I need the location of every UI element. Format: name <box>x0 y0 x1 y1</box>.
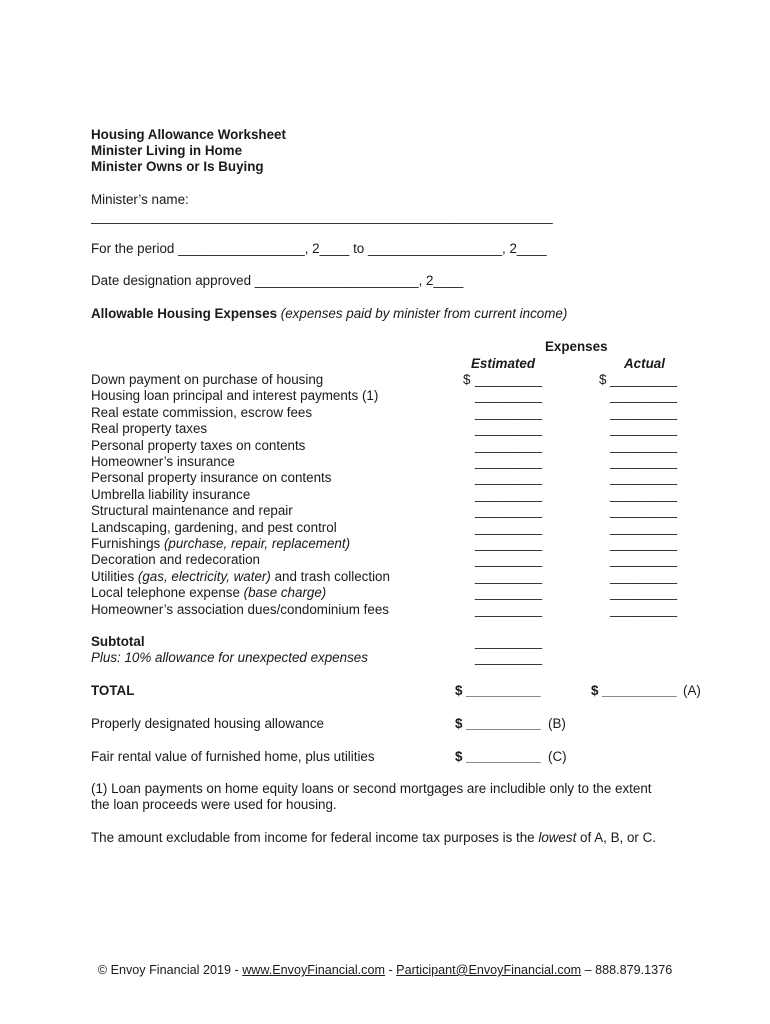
estimated-column-header: Estimated <box>471 356 535 371</box>
expense-label-after: and trash collection <box>274 569 390 584</box>
estimated-amount-field[interactable]: _________ <box>475 454 543 469</box>
subtotal-row <box>91 634 145 650</box>
actual-amount-field[interactable]: _________ <box>610 405 678 420</box>
actual-amount-field[interactable]: _________ <box>610 372 678 387</box>
estimated-amount-field[interactable]: _________ <box>475 470 543 485</box>
expense-row <box>91 372 711 388</box>
expense-label: Umbrella liability insurance <box>91 487 251 502</box>
estimated-amount-field[interactable]: _________ <box>475 487 543 502</box>
expenses-header: Expenses <box>545 339 608 354</box>
footer-website-link[interactable]: www.EnvoyFinancial.com <box>242 963 385 977</box>
date-designation-field[interactable]: Date designation approved ______________________, 2____ <box>91 273 464 288</box>
expense-row <box>91 388 711 404</box>
section-subtitle: (expenses paid by minister from current income) <box>280 306 568 321</box>
fair-rental-label: Fair rental value of furnished home, plus utilities <box>91 749 375 764</box>
ministers-name-label: Minister’s name: <box>91 192 189 207</box>
expense-label-italic: (purchase, repair, replacement) <box>163 536 351 551</box>
allowance-row <box>91 650 368 666</box>
actual-dollar-sign: $ <box>599 372 607 387</box>
allowable-expenses-title <box>91 306 567 322</box>
estimated-amount-field[interactable]: _________ <box>475 421 543 436</box>
actual-amount-field[interactable]: _________ <box>610 569 678 584</box>
excludable-italic: lowest <box>538 830 577 845</box>
expense-label: Landscaping, gardening, and pest control <box>91 520 337 535</box>
actual-amount-field[interactable]: _________ <box>610 421 678 436</box>
designated-marker-b: (B) <box>548 716 566 731</box>
expense-label: Structural maintenance and repair <box>91 503 293 518</box>
total-label: TOTAL <box>91 683 135 698</box>
expense-label-italic: (gas, electricity, water) <box>137 569 271 584</box>
estimated-dollar-sign: $ <box>463 372 471 387</box>
estimated-amount-field[interactable]: _________ <box>475 520 543 535</box>
estimated-amount-field[interactable]: _________ <box>475 585 543 600</box>
expense-label: Local telephone expense <box>91 585 240 600</box>
actual-amount-field[interactable]: _________ <box>610 438 678 453</box>
actual-amount-field[interactable]: _________ <box>610 454 678 469</box>
worksheet-subtitle-living: Minister Living in Home <box>91 143 243 158</box>
expense-label: Real estate commission, escrow fees <box>91 405 313 420</box>
expense-label: Down payment on purchase of housing <box>91 372 324 387</box>
designated-allowance-label: Properly designated housing allowance <box>91 716 325 731</box>
expense-label: Homeowner’s insurance <box>91 454 235 469</box>
estimated-amount-field[interactable]: _________ <box>475 372 543 387</box>
expense-label: Real property taxes <box>91 421 208 436</box>
actual-amount-field[interactable]: _________ <box>610 520 678 535</box>
fair-rental-field[interactable]: $ __________ <box>455 749 541 764</box>
actual-amount-field[interactable]: _________ <box>610 552 678 567</box>
estimated-amount-field[interactable]: _________ <box>475 405 543 420</box>
excludable-note <box>91 830 656 846</box>
expense-row <box>91 421 711 437</box>
expense-label: Personal property insurance on contents <box>91 470 332 485</box>
section-title: Allowable Housing Expenses <box>91 306 278 321</box>
excludable-after: of A, B, or C. <box>580 830 656 845</box>
worksheet-heading <box>91 127 286 175</box>
expense-row <box>91 405 711 421</box>
footer-copyright: © Envoy Financial 2019 - <box>97 963 239 977</box>
expense-row <box>91 569 711 585</box>
expense-row <box>91 520 711 536</box>
ministers-name-field[interactable]: ______________________________________________________________ <box>91 209 553 224</box>
page-footer <box>0 962 770 978</box>
expense-label-italic: (base charge) <box>243 585 327 600</box>
footer-email-link[interactable]: Participant@EnvoyFinancial.com <box>396 963 582 977</box>
actual-amount-field[interactable]: _________ <box>610 536 678 551</box>
actual-amount-field[interactable]: _________ <box>610 388 678 403</box>
period-field[interactable]: For the period _________________, 2____ to __________________, 2____ <box>91 241 547 256</box>
designated-allowance-field[interactable]: $ __________ <box>455 716 541 731</box>
expense-label: Homeowner’s association dues/condominium fees <box>91 602 389 617</box>
worksheet-title: Housing Allowance Worksheet <box>91 127 286 142</box>
actual-amount-field[interactable]: _________ <box>610 470 678 485</box>
expense-label: Decoration and redecoration <box>91 552 260 567</box>
allowance-label: Plus: 10% allowance for unexpected expenses <box>91 650 368 665</box>
estimated-amount-field[interactable]: _________ <box>475 503 543 518</box>
total-marker-a: (A) <box>683 683 701 698</box>
expense-row <box>91 438 711 454</box>
footnote-line2: the loan proceeds were used for housing. <box>91 797 337 812</box>
actual-amount-field[interactable]: _________ <box>610 602 678 617</box>
expense-label: Utilities <box>91 569 135 584</box>
footer-separator: - <box>388 963 393 977</box>
expense-row <box>91 487 711 503</box>
expense-row <box>91 470 711 486</box>
worksheet-subtitle-owns: Minister Owns or Is Buying <box>91 159 264 174</box>
actual-amount-field[interactable]: _________ <box>610 585 678 600</box>
excludable-before: The amount excludable from income for federal income tax purposes is the <box>91 830 535 845</box>
expense-row <box>91 552 711 568</box>
actual-amount-field[interactable]: _________ <box>610 487 678 502</box>
actual-amount-field[interactable]: _________ <box>610 503 678 518</box>
subtotal-estimated-field[interactable]: _________ <box>475 634 543 649</box>
fair-rental-marker-c: (C) <box>548 749 567 764</box>
estimated-amount-field[interactable]: _________ <box>475 569 543 584</box>
total-estimated-field[interactable]: $ __________ <box>455 683 541 698</box>
expense-label: Personal property taxes on contents <box>91 438 306 453</box>
estimated-amount-field[interactable]: _________ <box>475 438 543 453</box>
actual-column-header: Actual <box>624 356 665 371</box>
expense-row <box>91 536 711 552</box>
estimated-amount-field[interactable]: _________ <box>475 388 543 403</box>
total-actual-field[interactable]: $ __________ <box>591 683 677 698</box>
expense-label: Furnishings <box>91 536 161 551</box>
expense-label: Housing loan principal and interest payments (1) <box>91 388 379 403</box>
estimated-amount-field[interactable]: _________ <box>475 602 543 617</box>
footer-phone: – 888.879.1376 <box>584 963 673 977</box>
expense-row <box>91 602 711 618</box>
expense-row <box>91 503 711 519</box>
expense-row <box>91 454 711 470</box>
estimated-amount-field[interactable]: _________ <box>475 536 543 551</box>
footnote-line1: (1) Loan payments on home equity loans or second mortgages are includible only to the extent <box>91 781 652 796</box>
subtotal-label: Subtotal <box>91 634 145 649</box>
expense-row <box>91 585 711 601</box>
estimated-amount-field[interactable]: _________ <box>475 552 543 567</box>
allowance-estimated-field[interactable]: _________ <box>475 650 543 665</box>
